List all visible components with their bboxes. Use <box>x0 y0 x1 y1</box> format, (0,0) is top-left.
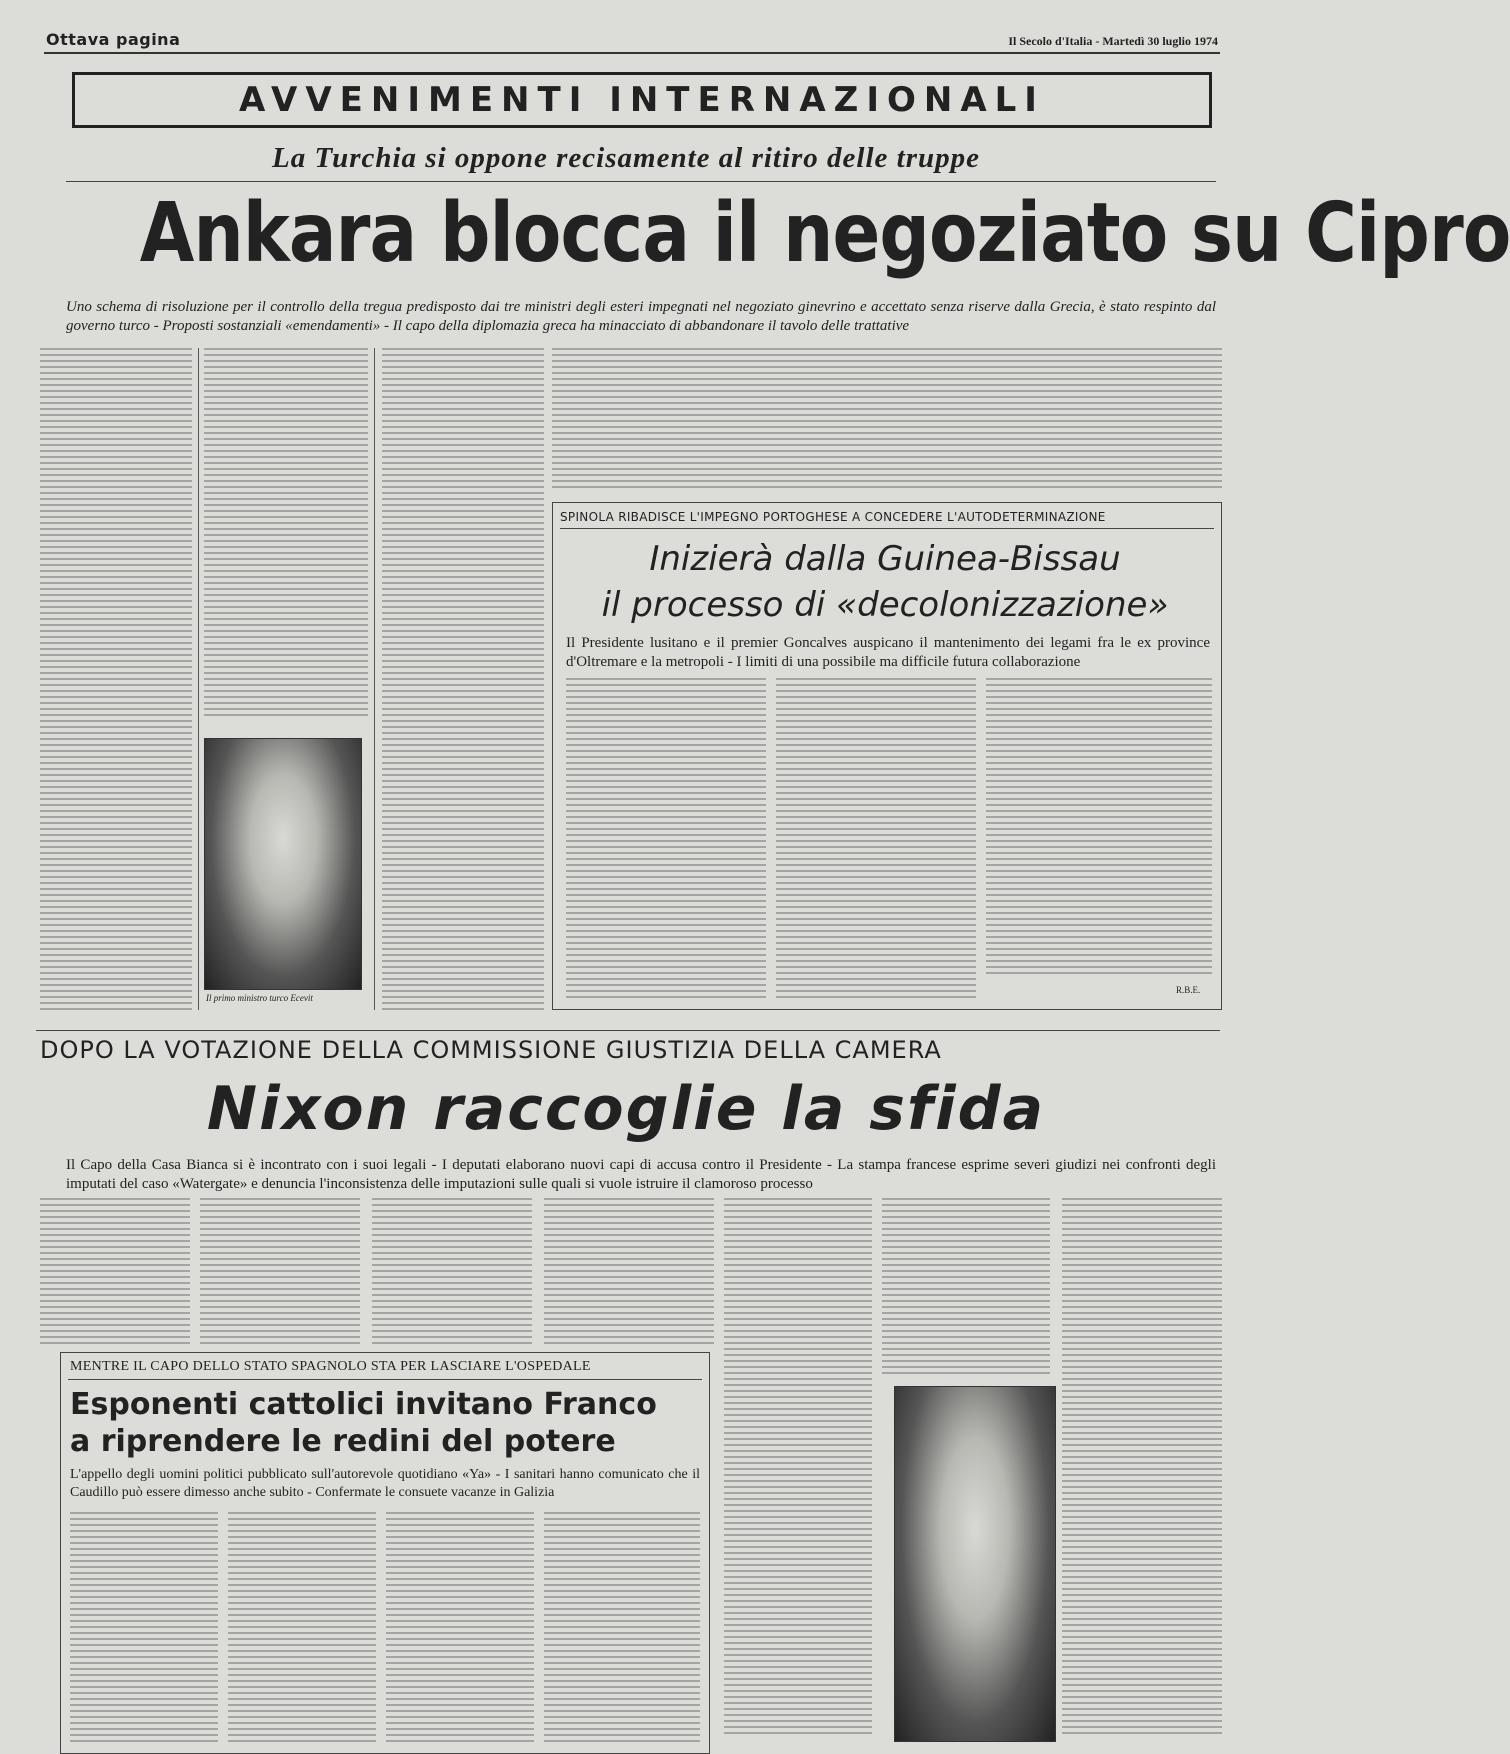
franco-column-2 <box>228 1512 376 1744</box>
signature: R.B.E. <box>1176 985 1201 995</box>
column-divider <box>374 348 375 1010</box>
franco-subhead: L'appello degli uomini politici pubblicato sull'autorevole quotidiano «Ya» - I sanitari hanno comunicato che il Caudillo può essere dimesso anche subito - Confermate le consuete vacanze in Galizia <box>70 1467 700 1500</box>
franco-column-1 <box>70 1512 218 1744</box>
franco-kicker: MENTRE IL CAPO DELLO STATO SPAGNOLO STA PER LASCIARE L'OSPEDALE <box>70 1359 591 1374</box>
cyprus-column-1 <box>40 348 192 1010</box>
nixon-column-4 <box>544 1198 714 1344</box>
nixon-subhead: Il Capo della Casa Bianca si è incontrato con i suoi legali - I deputati elaborano nuovi capi di accusa contro il Presidente - La stampa francese esprime severi giudizi nei confronti degli imputati del caso «Watergate» e denuncia l'inconsistenza delle imputazioni sulle quali si vuole istruire il clamoroso processo <box>66 1157 1216 1192</box>
guinea-headline-line1: Inizierà dalla Guinea-Bissau <box>649 539 1121 579</box>
guinea-subhead: Il Presidente lusitano e il premier Goncalves auspicano il mantenimento dei legami fra le ex province d'Oltremare e la metropoli - I limiti di una possibile ma difficile futura collaborazione <box>566 635 1210 670</box>
ecevit-photo <box>204 738 362 990</box>
franco-column-4 <box>544 1512 700 1744</box>
nixon-kicker: DOPO LA VOTAZIONE DELLA COMMISSIONE GIUSTIZIA DELLA CAMERA <box>40 1036 942 1064</box>
column-divider <box>198 348 199 1010</box>
franco-headline <box>70 1386 700 1460</box>
nixon-column-3 <box>372 1198 532 1344</box>
section-title: AVVENIMENTI INTERNAZIONALI <box>239 80 1045 120</box>
top-rule <box>44 52 1220 54</box>
page-section-label: Ottava pagina <box>46 30 181 49</box>
guinea-headline <box>560 536 1210 628</box>
publication-line: Il Secolo d'Italia - Martedì 30 luglio 1974 <box>1008 34 1218 48</box>
nixon-column-5 <box>724 1198 872 1738</box>
franco-headline-line1: Esponenti cattolici invitano Franco <box>70 1387 657 1422</box>
nixon-column-7 <box>1062 1198 1222 1738</box>
rule <box>68 1379 702 1380</box>
guinea-column-3 <box>986 678 1212 978</box>
guinea-headline-line2: il processo di «decolonizzazione» <box>601 585 1169 625</box>
rule <box>560 528 1214 529</box>
cyprus-headline: Ankara blocca il negoziato su Cipro <box>139 186 1510 281</box>
guinea-kicker: SPINOLA RIBADISCE L'IMPEGNO PORTOGHESE A CONCEDERE L'AUTODETERMINAZIONE <box>560 510 1106 524</box>
photo-caption: Il primo ministro turco Ecevit <box>206 993 313 1003</box>
cyprus-column-2 <box>204 348 368 720</box>
guinea-column-1 <box>566 678 766 1000</box>
cyprus-column-3 <box>382 348 544 1010</box>
nixon-photo <box>894 1386 1056 1742</box>
cyprus-continuation <box>552 348 1222 488</box>
nixon-column-6 <box>882 1198 1050 1378</box>
guinea-column-2 <box>776 678 976 1000</box>
cyprus-kicker: La Turchia si oppone recisamente al ritiro delle truppe <box>271 142 981 174</box>
franco-headline-line2: a riprendere le redini del potere <box>70 1424 616 1459</box>
nixon-headline: Nixon raccoglie la sfida <box>206 1074 1046 1144</box>
section-title-box <box>72 72 1212 128</box>
nixon-column-2 <box>200 1198 360 1344</box>
nixon-column-1 <box>40 1198 190 1344</box>
franco-column-3 <box>386 1512 534 1744</box>
rule <box>36 1030 1220 1031</box>
rule <box>66 181 1216 182</box>
cyprus-subhead: Uno schema di risoluzione per il controllo della tregua predisposto dai tre ministri degli esteri impegnati nel negoziato ginevrino e accettato senza riserve dalla Grecia, è stato respinto dal governo turco - Proposti sostanziali «emendamenti» - Il capo della diplomazia greca ha minacciato di abbandonare il tavolo delle trattative <box>66 299 1216 334</box>
